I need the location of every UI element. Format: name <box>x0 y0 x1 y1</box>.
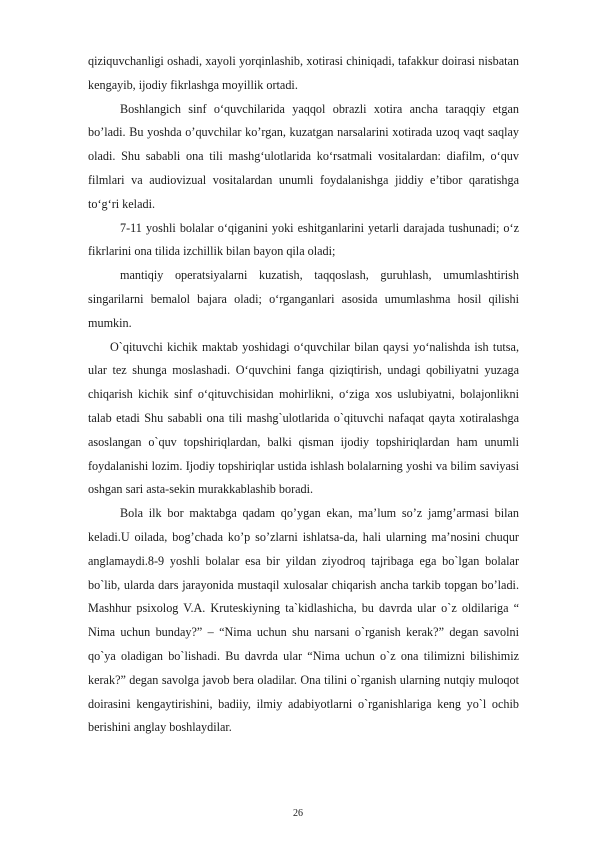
page-number: 26 <box>293 808 303 819</box>
paragraph-continuation: qiziquvchanligi oshadi, xayoli yorqinlashib, xotirasi chiniqadi, tafakkur doirasi nisbatan kengayib, ijodiy fikrlashga moyillik ortadi. <box>88 54 519 92</box>
paragraph-memory: Boshlangich sinf o‘quvchilarida yaqqol obrazli xotira ancha taraqqiy etgan bo’ladi. Bu yoshda o’quvchilar ko’rgan, kuzatgan narsalarini xotirada uzoq vaqt saqlay oladi. Shu sababli ona tili mashg‘ulotlarida ko‘rsatmali vositalardan: diafilm, o‘quv filmlari va audiovizual vositalardan unumli foydalanishga jiddiy e’tibor qaratishga to‘g‘ri keladi. <box>88 101 519 211</box>
paragraph-teacher: O`qituvchi kichik maktab yoshidagi o‘quvchilar bilan qaysi yo‘nalishda ish tutsa, ular tez shunga moslashadi. O‘quvchini fanga qiziqtirish, undagi qobiliyatni yuzaga chiqarish kichik sinf o‘qituvchisidan mohirlikni, o‘ziga xos uslubiyatni, bolajonlikni talab etadi Shu sababli ona tili mashg`ulotlarida o`qituvchi nafaqat qayta xotiralashga asoslangan o`quv topshiriqlardan, balki qisman ijodiy topshiriqlardan ham unumli foydalanishi lozim. Ijodiy topshiriqlar ustida ishlash bolalarning yoshi va bilim saviyasi oshgan sari asta-sekin murakkablashib boradi. <box>88 339 519 497</box>
document-body <box>88 50 519 740</box>
paragraph-age-7-11: 7-11 yoshli bolalar o‘qiganini yoki eshitganlarini yetarli darajada tushunadi; o‘z fikrlarini ona tilida izchillik bilan bayon qila oladi; <box>88 220 519 259</box>
paragraph-vocabulary: Bola ilk bor maktabga qadam qo’ygan ekan, ma’lum so’z jamg’armasi bilan keladi.U oilada, bog’chada ko’p so’zlarni ishlatsa-da, hali ularning ma’nosini chuqur anglamaydi.8-9 yoshli bolalar esa bir yildan ziyodroq tajribaga ega bo`lgan bolalar bo`lib, ularda dars jarayonida mustaqil xulosalar chiqarish ancha tarkib topgan bo’ladi. Mashhur psixolog V.A. Kruteskiyning ta`kidlashicha, bu davrda ular o`z oldilariga “ Nima uchun bunday?” – “Nima uchun shu narsani o`rganish kerak?” degan savolni qo`ya oladigan bo`lishadi. Bu davrda ular “Nima uchun o`z ona tilimizni bilishimiz kerak?” degan savolga javob bera oladilar. Ona tilini o`rganish ularning nutqiy muloqot doirasini kengaytirishini, badiiy, ilmiy adabiyotlarni o`rganishlariga keng yo`l ochib berishini anglay boshlaydilar. <box>88 506 519 735</box>
paragraph-logical-operations: mantiqiy operatsiyalarni kuzatish, taqqoslash, guruhlash, umumlashtirish singarilarni bemalol bajara oladi; o‘rganganlari asosida umumlashma hosil qilishi mumkin. <box>88 268 519 330</box>
